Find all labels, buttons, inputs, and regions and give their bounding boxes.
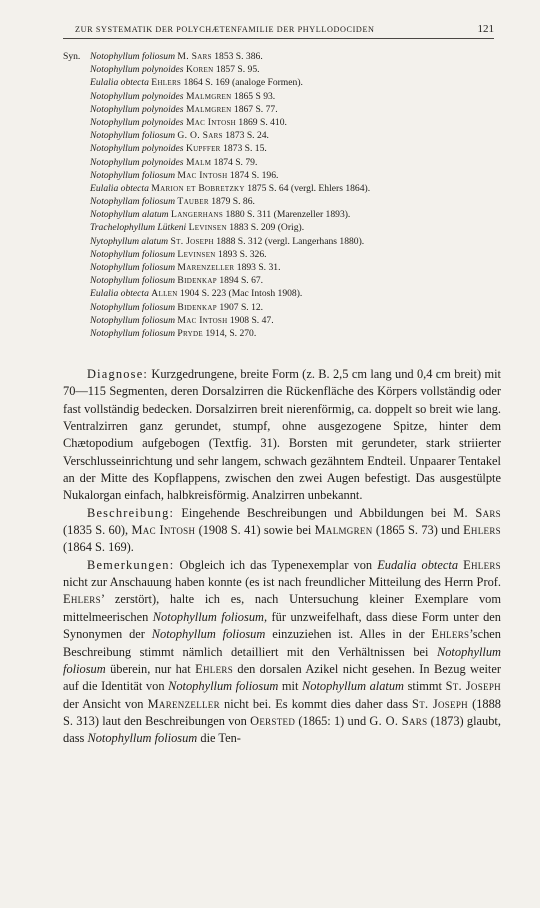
synonym-taxon: Notophyllum foliosum	[90, 262, 176, 273]
synonym-author: Bidenkap	[177, 275, 217, 287]
synonym-entry	[63, 261, 503, 274]
bemerkungen-text: ’ zerstört), halte ich es, nach Untersuchung kleiner Exemplare vom mittelmeerischen	[63, 592, 501, 624]
synonym-author: Mac Intosh	[177, 314, 228, 326]
diagnose-paragraph	[63, 366, 501, 505]
synonym-taxon: Eulalia obtecta	[90, 288, 149, 300]
synonym-reference: 1883 S. 209 (Orig).	[229, 222, 305, 234]
bemerkungen-text: mit	[281, 679, 299, 694]
author-name: Mac Intosh	[131, 523, 196, 538]
author-name: Ehlers	[195, 661, 234, 676]
synonym-reference: 1879 S. 86.	[211, 196, 255, 208]
synonym-author: Levinsen	[177, 248, 216, 260]
synonym-reference: 1865 S 93.	[233, 90, 276, 102]
diagnose-heading: Diagnose:	[87, 367, 149, 381]
synonym-author: Bidenkap	[177, 301, 217, 313]
synonym-author: Koren	[185, 64, 214, 76]
bemerkungen-text: die Ten-	[200, 731, 241, 746]
synonym-author: Mac Intosh	[185, 116, 236, 128]
author-name: Oersted	[250, 713, 296, 728]
synonym-entry	[63, 182, 503, 195]
reference-text: (1865 S. 73) und	[375, 523, 460, 538]
author-name: Ehlers	[463, 523, 501, 538]
synonym-taxon: Nytophyllum alatum	[90, 235, 169, 247]
synonym-entry	[63, 129, 503, 142]
synonym-reference: 1894 S. 67.	[219, 275, 264, 287]
synonym-author: Tauber	[177, 196, 209, 208]
synonym-taxon: Notophyllum foliosum	[90, 51, 176, 62]
bemerkungen-heading: Bemerkungen:	[87, 557, 175, 572]
synonym-taxon: Notophyllum polynoides	[90, 116, 184, 128]
synonym-author: M. Sars	[177, 51, 212, 62]
running-title: ZUR SYSTEMATIK DER POLYCHÆTENFAMILIE DER PHYLLODOCIDEN	[75, 25, 375, 34]
synonym-taxon: Notophyllum polynoides	[90, 64, 184, 76]
synonym-reference: 1875 S. 64 (vergl. Ehlers 1864).	[247, 182, 371, 194]
bemerkungen-text: ’schen Beschreibung stimmt nämlich detailliert mit den Verhältnissen bei	[63, 627, 501, 659]
synonym-taxon: Notophyllum polynoides	[90, 143, 184, 155]
bemerkungen-text: der Ansicht von	[63, 696, 144, 711]
running-header	[63, 24, 494, 39]
synonym-reference: 1893 S. 31.	[236, 262, 281, 273]
synonym-entry	[63, 90, 503, 103]
synonym-author: Levinsen	[188, 222, 227, 234]
taxon-name: Notophyllum alatum	[302, 679, 404, 694]
synonym-reference: 1857 S. 95.	[215, 64, 260, 76]
bemerkungen-text: (1865: 1) und	[298, 713, 367, 728]
synonymy-label: Syn.	[63, 51, 81, 62]
synonym-reference: 1914, S. 270.	[205, 327, 257, 339]
bemerkungen-text: nicht zur Anschauung haben konnte (es ist nach freundlicher Mitteilung des Herrn Prof.	[63, 575, 501, 590]
page-number: 121	[477, 23, 494, 35]
author-name: Malmgren	[314, 523, 373, 538]
bemerkungen-text: nicht bei. Es kommt dies daher dass	[224, 696, 408, 711]
synonym-reference: 1873 S. 15.	[223, 143, 267, 155]
taxon-name: Notophyllum foliosum	[63, 644, 501, 676]
author-name: Ehlers	[431, 627, 470, 642]
taxon-name: Notophyllum foliosum,	[152, 609, 268, 624]
author-name: M. Sars	[453, 505, 501, 520]
synonym-entry	[63, 274, 503, 287]
author-name: Ehlers	[63, 592, 101, 607]
synonym-taxon: Eulalia obtecta	[90, 77, 149, 89]
synonym-reference: 1867 S. 77.	[233, 103, 278, 115]
taxon-name: Eudalia obtecta	[377, 557, 459, 572]
synonym-taxon: Notophyllam foliosum	[90, 196, 176, 208]
author-name: Ehlers	[463, 557, 501, 572]
synonym-entry	[63, 116, 503, 129]
synonym-entry	[63, 248, 503, 261]
synonym-entry	[63, 169, 503, 182]
synonym-author: Allen	[151, 288, 178, 300]
bemerkungen-paragraph	[63, 557, 501, 748]
diagnose-text: Kurzgedrungene, breite Form (z. B. 2,5 cm lang und 0,4 cm breit) mit 70—115 Segmenten, deren Dorsalzirren die Rückenfläche des Körpers vollständig oder fast vollständig bedecken. Dorsalzirren breit nierenförmig, ca. doppelt so breit wie lang. Ventralzirren ganz gerundet, stumpf, ohne ausgezogene Spitze, hinter dem Chætopodium aufgebogen (Textfig. 31). Borsten mit gerundeter, stark striierter Verschlusseinrichtung und sehr langem, schwach gezähntem Endteil. Unpaarer Tentakel an der Mitte des Kopflappens, zwischen den zwei Augen befestigt. Das ausgestülpte Nukalorgan einfach, halbkreisförmig. Analzirren unbekannt.	[63, 367, 501, 503]
synonym-reference: 1873 S. 24.	[225, 130, 269, 142]
author-name: G. O. Sars	[369, 713, 428, 728]
synonym-reference: 1874 S. 196.	[229, 169, 279, 181]
synonym-taxon: Notophyllum foliosum	[90, 301, 176, 313]
synonym-entry	[63, 327, 503, 340]
synonym-author: G. O. Sars	[177, 130, 223, 142]
synonym-reference: 1874 S. 79.	[213, 156, 258, 168]
synonym-reference: 1869 S. 410.	[238, 116, 287, 128]
taxon-name: Notophyllum foliosum	[168, 679, 279, 694]
synonym-taxon: Notophyllum foliosum	[90, 327, 176, 339]
taxon-name: Notophyllum foliosum	[151, 627, 266, 642]
synonym-reference: 1853 S. 386.	[214, 51, 263, 62]
reference-text: (1864 S. 169).	[63, 540, 134, 555]
synonym-reference: 1888 S. 312 (vergl. Langerhans 1880).	[216, 235, 365, 247]
synonymy-list	[63, 50, 503, 340]
author-name: St. Joseph	[445, 679, 501, 694]
synonym-entry	[63, 50, 503, 63]
synonym-entry	[63, 301, 503, 314]
synonym-entry	[63, 63, 503, 76]
synonym-taxon: Notophyllum foliosum	[90, 248, 176, 260]
synonym-taxon: Notophyllum polynoides	[90, 156, 184, 168]
author-name: St. Joseph	[412, 696, 468, 711]
synonym-taxon: Notophyllum alatum	[90, 209, 169, 221]
synonym-reference: 1893 S. 326.	[218, 248, 267, 260]
synonym-author: St. Joseph	[170, 235, 214, 247]
synonym-author: Mac Intosh	[177, 169, 228, 181]
synonym-author: Malmgren	[185, 90, 232, 102]
synonym-reference: 1904 S. 223 (Mac Intosh 1908).	[180, 288, 303, 300]
synonym-author: Langerhans	[171, 209, 224, 221]
bemerkungen-text: (1873) glaubt, dass	[63, 713, 501, 746]
synonym-reference: 1907 S. 12.	[219, 301, 264, 313]
bemerkungen-text: für unzweifelhaft, dass diese Form unter den Synonymen der	[63, 609, 501, 642]
synonym-author: Malmgren	[185, 103, 232, 115]
synonym-author: Marenzeller	[177, 262, 235, 273]
bemerkungen-text: überein, nur hat	[110, 661, 191, 676]
synonym-taxon: Notophyllum foliosum	[90, 275, 176, 287]
synonym-taxon: Trachelophyllum Lütkeni	[90, 222, 187, 234]
synonym-taxon: Notophyllum polynoides	[90, 103, 184, 115]
synonym-entry	[63, 76, 503, 89]
synonym-entry	[63, 103, 503, 116]
synonym-taxon: Notophyllum foliosum	[90, 130, 176, 142]
beschreibung-text: Eingehende Beschreibungen und Abbildungen bei	[181, 505, 447, 520]
synonym-author: Ehlers	[151, 77, 182, 89]
synonym-taxon: Notophyllum foliosum	[90, 169, 176, 181]
synonym-reference: 1864 S. 169 (analoge Formen).	[183, 77, 303, 89]
synonym-entry	[63, 221, 503, 234]
synonym-entry	[63, 314, 503, 327]
author-name: Marenzeller	[147, 696, 220, 711]
synonym-entry	[63, 287, 503, 300]
synonym-entry	[63, 195, 503, 208]
synonym-author: Marion et Bobretzky	[151, 182, 245, 194]
synonym-taxon: Notophyllum polynoides	[90, 90, 184, 102]
synonym-reference: 1880 S. 311 (Marenzeller 1893).	[225, 209, 351, 221]
synonym-author: Pryde	[177, 327, 203, 339]
reference-text: (1835 S. 60),	[63, 523, 129, 538]
synonym-author: Malm	[185, 156, 212, 168]
synonym-reference: 1908 S. 47.	[229, 314, 274, 326]
bemerkungen-text: den dorsalen Azikel nicht gesehen. In Bezug weiter auf die Identität von	[63, 661, 501, 694]
synonym-entry	[63, 156, 503, 169]
reference-text: (1908 S. 41) sowie bei	[198, 523, 312, 538]
bemerkungen-text: einzuziehen ist. Alles in der	[272, 627, 425, 642]
bemerkungen-text: (1888 S. 313) laut den Beschreibungen von	[63, 696, 501, 728]
synonym-taxon: Notophyllum foliosum	[90, 314, 176, 326]
synonym-taxon: Eulalia obtecta	[90, 182, 149, 194]
synonym-entry	[63, 142, 503, 155]
synonym-author: Kupffer	[185, 143, 221, 155]
synonym-entry	[63, 208, 503, 221]
synonym-entry	[63, 235, 503, 248]
bemerkungen-text: Obgleich ich das Typenexemplar von	[179, 557, 373, 572]
beschreibung-heading: Beschreibung:	[87, 505, 175, 520]
beschreibung-paragraph	[63, 505, 501, 557]
taxon-name: Notophyllum foliosum	[87, 731, 198, 746]
bemerkungen-text: stimmt	[407, 679, 442, 694]
body-text	[63, 366, 501, 748]
